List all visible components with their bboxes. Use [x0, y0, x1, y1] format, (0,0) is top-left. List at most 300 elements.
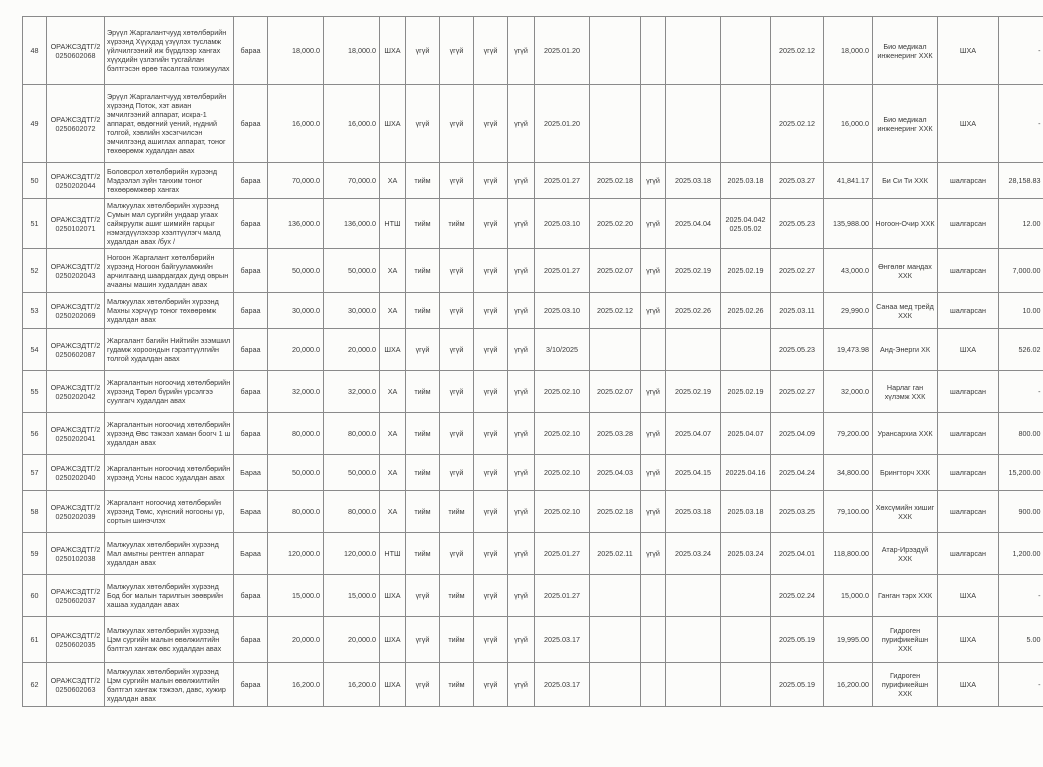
table-row [23, 455, 1043, 491]
contract-date-cell: 2025.03.25 [771, 491, 824, 533]
contract-amount-cell: 43,000.0 [824, 249, 873, 293]
budget-amount-cell: 120,000.0 [268, 533, 324, 575]
flag-3-cell: үгүй [474, 163, 508, 199]
announce-date-cell: 2025.02.10 [535, 413, 590, 455]
date-2-cell: 2025.02.19 [666, 249, 721, 293]
row-number-cell: 57 [23, 455, 47, 491]
flag-3-cell: үгүй [474, 533, 508, 575]
row-number-cell: 48 [23, 17, 47, 85]
budget-amount-cell: 136,000.0 [268, 199, 324, 249]
announce-date-cell: 2025.01.20 [535, 17, 590, 85]
procurement-method-cell: ШХА [380, 663, 406, 707]
table-row [23, 329, 1043, 371]
item-code-cell: ОРАЖСЗДТГ/2 0250202040 [47, 455, 105, 491]
supplier-name-cell: Ногоон-Очир ХХК [873, 199, 938, 249]
savings-amount-cell: 15,200.00 [999, 455, 1043, 491]
description-cell: Жаргалантын ногоочид хөтөлбөрийн хүрээнд Төрөл бүрийн үрсэлгээ суулгагч худалдан авах [105, 371, 234, 413]
savings-amount-cell: - [999, 663, 1043, 707]
status-cell: ШХА [938, 329, 999, 371]
estimated-amount-cell: 16,000.0 [324, 85, 380, 163]
flag-1-cell: тийм [406, 533, 440, 575]
contract-amount-cell: 16,000.0 [824, 85, 873, 163]
flag-4-cell: үгүй [508, 663, 535, 707]
status-cell: шалгарсан [938, 371, 999, 413]
table-body [23, 17, 1043, 707]
description-cell: Ногоон Жаргалант хөтөлбөрийн хүрээнд Ногоон байгууламжийн арчилгаанд шаардагдах дунд оврын ачааны машин худалдан авах [105, 249, 234, 293]
estimated-amount-cell: 32,000.0 [324, 371, 380, 413]
row-number-cell: 61 [23, 617, 47, 663]
table-row [23, 17, 1043, 85]
flag-1-cell: үгүй [406, 663, 440, 707]
savings-amount-cell: 800.00 [999, 413, 1043, 455]
flag-2-cell: үгүй [440, 17, 474, 85]
flag-2-cell: үгүй [440, 533, 474, 575]
estimated-amount-cell: 50,000.0 [324, 249, 380, 293]
procurement-method-cell: НТШ [380, 533, 406, 575]
flag-4-cell: үгүй [508, 199, 535, 249]
contract-date-cell: 2025.02.27 [771, 249, 824, 293]
flag-3-cell: үгүй [474, 413, 508, 455]
row-number-cell: 51 [23, 199, 47, 249]
flag-5-cell: үгүй [641, 249, 666, 293]
savings-amount-cell: 12.00 [999, 199, 1043, 249]
status-cell: ШХА [938, 17, 999, 85]
date-3-cell [721, 663, 771, 707]
contract-date-cell: 2025.03.11 [771, 293, 824, 329]
flag-4-cell: үгүй [508, 575, 535, 617]
procurement-method-cell: ШХА [380, 329, 406, 371]
flag-2-cell: тийм [440, 663, 474, 707]
row-number-cell: 58 [23, 491, 47, 533]
description-cell: Жаргалант ногоочид хөтөлбөрийн хүрээнд Төмс, хүнсний ногооны үр, сортын шинэчлэх [105, 491, 234, 533]
procurement-method-cell: ХА [380, 371, 406, 413]
budget-amount-cell: 30,000.0 [268, 293, 324, 329]
date-3-cell: 2025.02.19 [721, 249, 771, 293]
date-3-cell [721, 329, 771, 371]
item-type-cell: Бараа [234, 533, 268, 575]
supplier-name-cell: Био медикал инженеринг ХХК [873, 85, 938, 163]
procurement-method-cell: ШХА [380, 17, 406, 85]
date-3-cell: 20225.04.16 [721, 455, 771, 491]
budget-amount-cell: 18,000.0 [268, 17, 324, 85]
item-type-cell: бараа [234, 575, 268, 617]
flag-5-cell [641, 17, 666, 85]
date-1-cell [590, 575, 641, 617]
flag-4-cell: үгүй [508, 617, 535, 663]
contract-date-cell: 2025.05.23 [771, 199, 824, 249]
status-cell: ШХА [938, 85, 999, 163]
flag-5-cell: үгүй [641, 371, 666, 413]
announce-date-cell: 2025.03.10 [535, 293, 590, 329]
flag-3-cell: үгүй [474, 293, 508, 329]
date-1-cell [590, 17, 641, 85]
date-3-cell: 2025.02.26 [721, 293, 771, 329]
contract-amount-cell: 34,800.00 [824, 455, 873, 491]
description-cell: Малжуулах хөтөлбөрийн хүрээнд Цэм сургийн малын өвөлжилтийн бэлтгэл хангаж тэжээл, давс, хужир худалдан авах [105, 663, 234, 707]
flag-4-cell: үгүй [508, 491, 535, 533]
contract-amount-cell: 15,000.0 [824, 575, 873, 617]
flag-5-cell: үгүй [641, 199, 666, 249]
procurement-method-cell: ШХА [380, 85, 406, 163]
item-type-cell: бараа [234, 163, 268, 199]
date-2-cell: 2025.03.24 [666, 533, 721, 575]
date-1-cell: 2025.02.07 [590, 249, 641, 293]
flag-4-cell: үгүй [508, 533, 535, 575]
contract-amount-cell: 32,000.0 [824, 371, 873, 413]
flag-2-cell: үгүй [440, 249, 474, 293]
date-3-cell: 2025.04.042 025.05.02 [721, 199, 771, 249]
estimated-amount-cell: 30,000.0 [324, 293, 380, 329]
date-1-cell: 2025.02.18 [590, 491, 641, 533]
item-type-cell: бараа [234, 663, 268, 707]
flag-1-cell: тийм [406, 455, 440, 491]
budget-amount-cell: 80,000.0 [268, 491, 324, 533]
budget-amount-cell: 16,000.0 [268, 85, 324, 163]
flag-4-cell: үгүй [508, 17, 535, 85]
savings-amount-cell: 28,158.83 [999, 163, 1043, 199]
flag-4-cell: үгүй [508, 163, 535, 199]
item-type-cell: бараа [234, 329, 268, 371]
contract-amount-cell: 118,800.00 [824, 533, 873, 575]
flag-5-cell: үгүй [641, 413, 666, 455]
flag-4-cell: үгүй [508, 329, 535, 371]
status-cell: шалгарсан [938, 199, 999, 249]
budget-amount-cell: 16,200.0 [268, 663, 324, 707]
table-row [23, 491, 1043, 533]
date-3-cell: 2025.04.07 [721, 413, 771, 455]
contract-date-cell: 2025.02.12 [771, 85, 824, 163]
savings-amount-cell: - [999, 17, 1043, 85]
date-3-cell [721, 17, 771, 85]
status-cell: шалгарсан [938, 293, 999, 329]
estimated-amount-cell: 136,000.0 [324, 199, 380, 249]
flag-3-cell: үгүй [474, 575, 508, 617]
flag-5-cell [641, 617, 666, 663]
flag-4-cell: үгүй [508, 293, 535, 329]
row-number-cell: 55 [23, 371, 47, 413]
supplier-name-cell: Би Си Ти ХХК [873, 163, 938, 199]
estimated-amount-cell: 80,000.0 [324, 413, 380, 455]
announce-date-cell: 2025.01.27 [535, 249, 590, 293]
row-number-cell: 60 [23, 575, 47, 617]
flag-5-cell: үгүй [641, 533, 666, 575]
procurement-method-cell: ХА [380, 249, 406, 293]
flag-1-cell: тийм [406, 413, 440, 455]
estimated-amount-cell: 120,000.0 [324, 533, 380, 575]
flag-2-cell: үгүй [440, 371, 474, 413]
date-3-cell [721, 575, 771, 617]
procurement-method-cell: ХА [380, 455, 406, 491]
supplier-name-cell: Гидроген пурификейшн ХХК [873, 663, 938, 707]
supplier-name-cell: Атар-Ирээдүй ХХК [873, 533, 938, 575]
date-2-cell [666, 617, 721, 663]
announce-date-cell: 2025.03.10 [535, 199, 590, 249]
supplier-name-cell: Урансархиа ХХК [873, 413, 938, 455]
contract-amount-cell: 79,200.00 [824, 413, 873, 455]
item-code-cell: ОРАЖСЗДТГ/2 0250202041 [47, 413, 105, 455]
supplier-name-cell: Хөхсүмийн хишиг ХХК [873, 491, 938, 533]
item-type-cell: бараа [234, 85, 268, 163]
contract-date-cell: 2025.05.19 [771, 663, 824, 707]
date-1-cell: 2025.02.20 [590, 199, 641, 249]
contract-amount-cell: 19,473.98 [824, 329, 873, 371]
estimated-amount-cell: 20,000.0 [324, 617, 380, 663]
supplier-name-cell: Өнгөлөг мандах ХХК [873, 249, 938, 293]
date-2-cell [666, 17, 721, 85]
flag-4-cell: үгүй [508, 413, 535, 455]
date-2-cell [666, 329, 721, 371]
flag-1-cell: тийм [406, 249, 440, 293]
status-cell: ШХА [938, 663, 999, 707]
description-cell: Малжуулах хөтөлбөрийн хүрээнд Цэм сургийн малын өвөлжилтийн бэлтгэл хангаж өвс худалдан авах [105, 617, 234, 663]
contract-amount-cell: 79,100.00 [824, 491, 873, 533]
savings-amount-cell: - [999, 85, 1043, 163]
contract-amount-cell: 29,990.0 [824, 293, 873, 329]
date-1-cell: 2025.02.18 [590, 163, 641, 199]
date-1-cell [590, 617, 641, 663]
flag-3-cell: үгүй [474, 663, 508, 707]
description-cell: Малжуулах хөтөлбөрийн хүрээнд Мал амьтны рентген аппарат худалдан авах [105, 533, 234, 575]
row-number-cell: 62 [23, 663, 47, 707]
item-code-cell: ОРАЖСЗДТГ/2 0250202043 [47, 249, 105, 293]
date-1-cell [590, 663, 641, 707]
description-cell: Малжуулах хөтөлбөрийн хүрээнд Сумын мал сургийн ундаар угаах сайжруулж ашиг шимийн гарцыг нэмэгдүүлэхээр хээлтүүлэгч малд худалдан авах /бух / [105, 199, 234, 249]
item-type-cell: бараа [234, 17, 268, 85]
contract-amount-cell: 18,000.0 [824, 17, 873, 85]
row-number-cell: 53 [23, 293, 47, 329]
row-number-cell: 54 [23, 329, 47, 371]
status-cell: шалгарсан [938, 533, 999, 575]
flag-3-cell: үгүй [474, 371, 508, 413]
description-cell: Малжуулах хөтөлбөрийн хүрээнд Бод бог малын тарилгын зөөврийн хашаа худалдан авах [105, 575, 234, 617]
item-code-cell: ОРАЖСЗДТГ/2 0250602087 [47, 329, 105, 371]
date-1-cell: 2025.04.03 [590, 455, 641, 491]
budget-amount-cell: 70,000.0 [268, 163, 324, 199]
table-row [23, 533, 1043, 575]
savings-amount-cell: 526.02 [999, 329, 1043, 371]
date-1-cell: 2025.03.28 [590, 413, 641, 455]
date-2-cell: 2025.02.26 [666, 293, 721, 329]
date-3-cell [721, 617, 771, 663]
table-row [23, 413, 1043, 455]
savings-amount-cell: 1,200.00 [999, 533, 1043, 575]
flag-5-cell [641, 663, 666, 707]
table-row [23, 249, 1043, 293]
savings-amount-cell: 5.00 [999, 617, 1043, 663]
budget-amount-cell: 50,000.0 [268, 455, 324, 491]
flag-4-cell: үгүй [508, 455, 535, 491]
status-cell: шалгарсан [938, 249, 999, 293]
table-row [23, 199, 1043, 249]
flag-3-cell: үгүй [474, 617, 508, 663]
savings-amount-cell: 7,000.00 [999, 249, 1043, 293]
flag-2-cell: тийм [440, 491, 474, 533]
contract-date-cell: 2025.02.12 [771, 17, 824, 85]
date-3-cell: 2025.03.24 [721, 533, 771, 575]
date-3-cell: 2025.03.18 [721, 163, 771, 199]
item-type-cell: бараа [234, 249, 268, 293]
estimated-amount-cell: 16,200.0 [324, 663, 380, 707]
announce-date-cell: 3/10/2025 [535, 329, 590, 371]
savings-amount-cell: 900.00 [999, 491, 1043, 533]
status-cell: шалгарсан [938, 413, 999, 455]
row-number-cell: 50 [23, 163, 47, 199]
estimated-amount-cell: 50,000.0 [324, 455, 380, 491]
savings-amount-cell: - [999, 371, 1043, 413]
item-code-cell: ОРАЖСЗДТГ/2 0250602063 [47, 663, 105, 707]
description-cell: Эрүүл Жаргалантчууд хөтөлбөрийн хүрээнд Хүүхдэд үзүүлэх тусламж үйлчилгээний иж бүрдлээр хангах хүүхдийн үзлэгийн тусгайлан бэлтгэсэн өрөө тасалгаа тохижуулах [105, 17, 234, 85]
announce-date-cell: 2025.02.10 [535, 491, 590, 533]
flag-1-cell: тийм [406, 491, 440, 533]
item-type-cell: бараа [234, 293, 268, 329]
item-type-cell: бараа [234, 371, 268, 413]
status-cell: шалгарсан [938, 491, 999, 533]
flag-2-cell: тийм [440, 199, 474, 249]
flag-1-cell: үгүй [406, 329, 440, 371]
contract-date-cell: 2025.02.27 [771, 371, 824, 413]
item-code-cell: ОРАЖСЗДТГ/2 0250202044 [47, 163, 105, 199]
status-cell: ШХА [938, 575, 999, 617]
contract-amount-cell: 19,995.00 [824, 617, 873, 663]
item-code-cell: ОРАЖСЗДТГ/2 0250202042 [47, 371, 105, 413]
flag-5-cell: үгүй [641, 455, 666, 491]
item-type-cell: Бараа [234, 491, 268, 533]
status-cell: ШХА [938, 617, 999, 663]
contract-date-cell: 2025.03.27 [771, 163, 824, 199]
contract-amount-cell: 16,200.00 [824, 663, 873, 707]
flag-2-cell: үгүй [440, 413, 474, 455]
table-row [23, 163, 1043, 199]
status-cell: шалгарсан [938, 163, 999, 199]
contract-date-cell: 2025.04.09 [771, 413, 824, 455]
flag-3-cell: үгүй [474, 491, 508, 533]
flag-2-cell: үгүй [440, 455, 474, 491]
date-3-cell: 2025.02.19 [721, 371, 771, 413]
flag-2-cell: үгүй [440, 329, 474, 371]
row-number-cell: 49 [23, 85, 47, 163]
item-type-cell: бараа [234, 413, 268, 455]
table-row [23, 85, 1043, 163]
estimated-amount-cell: 18,000.0 [324, 17, 380, 85]
budget-amount-cell: 80,000.0 [268, 413, 324, 455]
flag-1-cell: үгүй [406, 575, 440, 617]
description-cell: Жаргалантын ногоочид хөтөлбөрийн хүрээнд Өвс тэжээл хаман боогч 1 ш худалдан авах [105, 413, 234, 455]
flag-3-cell: үгүй [474, 455, 508, 491]
procurement-method-cell: НТШ [380, 199, 406, 249]
announce-date-cell: 2025.03.17 [535, 617, 590, 663]
estimated-amount-cell: 80,000.0 [324, 491, 380, 533]
supplier-name-cell: Санаа мед трейд ХХК [873, 293, 938, 329]
budget-amount-cell: 20,000.0 [268, 329, 324, 371]
contract-date-cell: 2025.05.23 [771, 329, 824, 371]
date-2-cell: 2025.04.07 [666, 413, 721, 455]
table-row [23, 371, 1043, 413]
description-cell: Боловсрол хөтөлбөрийн хүрээнд Мэдээлэл зүйн танхим тоног төхөөрөмжөөр хангах [105, 163, 234, 199]
contract-amount-cell: 135,988.00 [824, 199, 873, 249]
procurement-method-cell: ХА [380, 491, 406, 533]
flag-3-cell: үгүй [474, 85, 508, 163]
flag-5-cell: үгүй [641, 293, 666, 329]
supplier-name-cell: Гидроген пурификейшн ХХК [873, 617, 938, 663]
flag-3-cell: үгүй [474, 249, 508, 293]
flag-4-cell: үгүй [508, 85, 535, 163]
date-3-cell [721, 85, 771, 163]
flag-1-cell: тийм [406, 163, 440, 199]
date-1-cell [590, 329, 641, 371]
status-cell: шалгарсан [938, 455, 999, 491]
description-cell: Малжуулах хөтөлбөрийн хүрээнд Махны хэрчүүр тоног төхөөрөмж худалдан авах [105, 293, 234, 329]
supplier-name-cell: Брингторч ХХК [873, 455, 938, 491]
date-2-cell: 2025.04.04 [666, 199, 721, 249]
savings-amount-cell: - [999, 575, 1043, 617]
date-1-cell [590, 85, 641, 163]
flag-2-cell: тийм [440, 617, 474, 663]
budget-amount-cell: 20,000.0 [268, 617, 324, 663]
contract-date-cell: 2025.02.24 [771, 575, 824, 617]
estimated-amount-cell: 70,000.0 [324, 163, 380, 199]
flag-5-cell [641, 575, 666, 617]
budget-amount-cell: 32,000.0 [268, 371, 324, 413]
date-2-cell: 2025.02.19 [666, 371, 721, 413]
procurement-method-cell: ШХА [380, 575, 406, 617]
description-cell: Жаргалантын ногоочид хөтөлбөрийн хүрээнд Усны насос худалдан авах [105, 455, 234, 491]
date-2-cell: 2025.03.18 [666, 163, 721, 199]
item-code-cell: ОРАЖСЗДТГ/2 0250102038 [47, 533, 105, 575]
item-code-cell: ОРАЖСЗДТГ/2 0250102071 [47, 199, 105, 249]
supplier-name-cell: Ганган тэрх ХХК [873, 575, 938, 617]
procurement-method-cell: ШХА [380, 617, 406, 663]
item-code-cell: ОРАЖСЗДТГ/2 0250202069 [47, 293, 105, 329]
contract-date-cell: 2025.04.01 [771, 533, 824, 575]
flag-5-cell [641, 329, 666, 371]
table-row [23, 617, 1043, 663]
date-2-cell: 2025.03.18 [666, 491, 721, 533]
flag-2-cell: үгүй [440, 163, 474, 199]
flag-5-cell [641, 85, 666, 163]
row-number-cell: 59 [23, 533, 47, 575]
flag-4-cell: үгүй [508, 249, 535, 293]
contract-amount-cell: 41,841.17 [824, 163, 873, 199]
estimated-amount-cell: 20,000.0 [324, 329, 380, 371]
table-row [23, 575, 1043, 617]
announce-date-cell: 2025.01.27 [535, 533, 590, 575]
row-number-cell: 52 [23, 249, 47, 293]
announce-date-cell: 2025.01.20 [535, 85, 590, 163]
procurement-table [22, 16, 1043, 707]
announce-date-cell: 2025.02.10 [535, 455, 590, 491]
flag-4-cell: үгүй [508, 371, 535, 413]
item-type-cell: Бараа [234, 455, 268, 491]
flag-1-cell: үгүй [406, 617, 440, 663]
flag-1-cell: үгүй [406, 85, 440, 163]
flag-2-cell: үгүй [440, 293, 474, 329]
date-2-cell: 2025.04.15 [666, 455, 721, 491]
description-cell: Эрүүл Жаргалантчууд хөтөлбөрийн хүрээнд Поток, хэт авиан эмчилгээний аппарат, искра-1 аппарат, өвдөгний үений, нүдний толгой, хэвлийн хэсэгчилсэн эмчилгээнд ашиглах аппарат, тоног төхөөрөмж худалдан авах [105, 85, 234, 163]
announce-date-cell: 2025.02.10 [535, 371, 590, 413]
item-type-cell: бараа [234, 199, 268, 249]
date-1-cell: 2025.02.07 [590, 371, 641, 413]
flag-1-cell: үгүй [406, 17, 440, 85]
item-code-cell: ОРАЖСЗДТГ/2 0250202039 [47, 491, 105, 533]
flag-2-cell: үгүй [440, 85, 474, 163]
flag-5-cell: үгүй [641, 491, 666, 533]
date-2-cell [666, 85, 721, 163]
budget-amount-cell: 50,000.0 [268, 249, 324, 293]
item-type-cell: бараа [234, 617, 268, 663]
estimated-amount-cell: 15,000.0 [324, 575, 380, 617]
procurement-method-cell: ХА [380, 293, 406, 329]
date-3-cell: 2025.03.18 [721, 491, 771, 533]
